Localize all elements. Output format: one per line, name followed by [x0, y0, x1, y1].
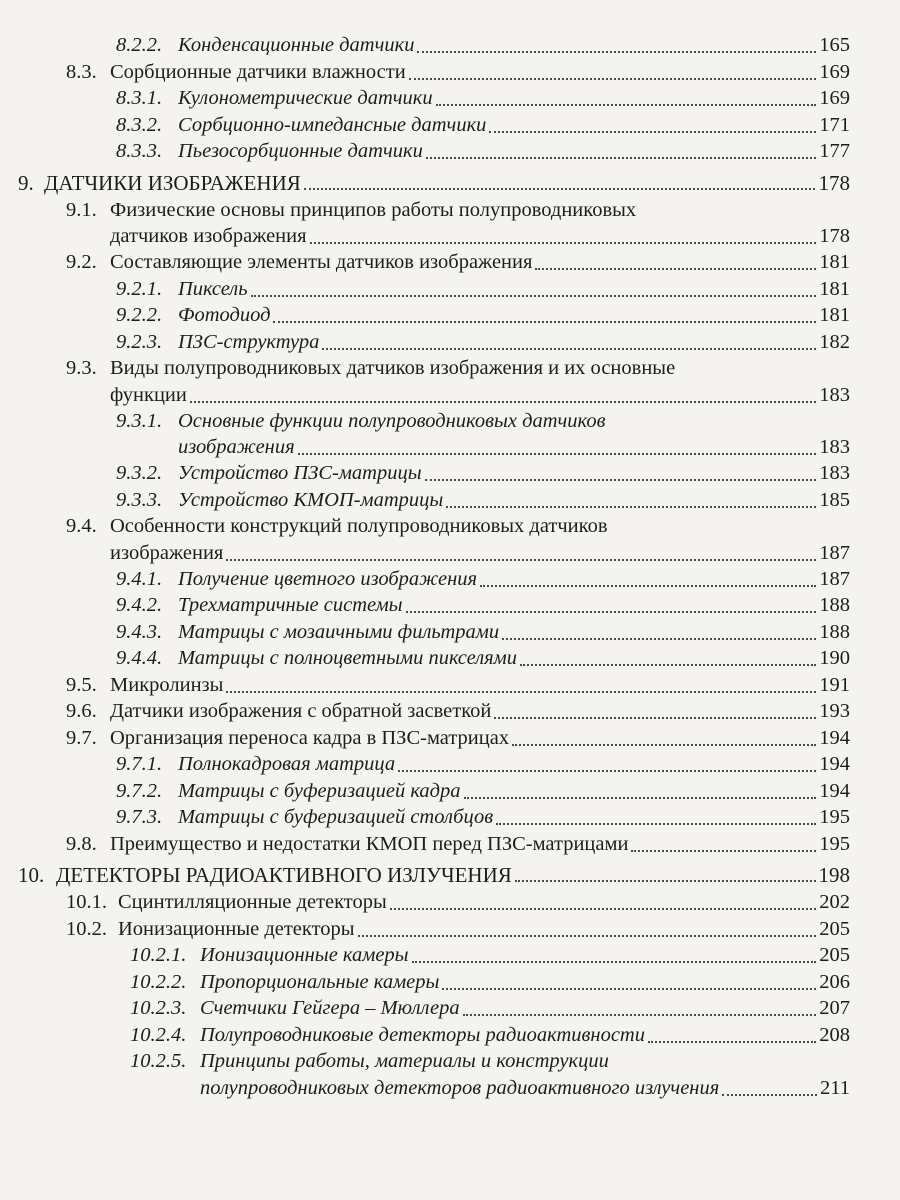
toc-subsection: [0, 329, 900, 356]
toc-dot-leader: [310, 232, 817, 244]
toc-entry-number: 8.3.3.: [116, 140, 163, 162]
toc-subsection: [0, 995, 900, 1022]
toc-entry-number: 9.2.3.: [116, 330, 163, 353]
toc-page-number: 181: [819, 277, 850, 300]
toc-entry-number: 9.2.2.: [116, 304, 163, 326]
toc-entry-title: Физические основы принципов работы полупроводниковых: [110, 198, 637, 221]
toc-dot-leader: [446, 496, 816, 508]
toc-entry-title: Получение цветного изображения: [178, 567, 478, 590]
toc-dot-leader: [251, 285, 817, 297]
toc-entry-number: 9.3.2.: [116, 462, 163, 484]
toc-page-number: 183: [819, 462, 850, 484]
toc-dot-leader: [502, 628, 816, 640]
toc-entry-number: 9.2.1.: [116, 277, 163, 300]
toc-subsection: [0, 942, 900, 969]
toc-entry-title: Принципы работы, материалы и конструкции: [200, 1050, 609, 1072]
toc-entry-continuation: [0, 223, 900, 249]
toc-entry-title: Сорбционно-импедансные датчики: [178, 113, 487, 136]
toc-entry-title: Фотодиод: [178, 304, 271, 326]
toc-entry-title: Счетчики Гейгера – Мюллера: [200, 997, 460, 1019]
toc-entry-title: Организация переноса кадра в ПЗС-матрицах: [110, 726, 510, 749]
toc-page-number: 182: [819, 330, 850, 353]
toc-dot-leader: [496, 813, 816, 825]
toc-entry-title: Преимущество и недостатки КМОП перед ПЗС-матрицами: [110, 832, 629, 855]
toc-entry-title-continued: полупроводниковых детекторов радиоактивного излучения: [200, 1076, 720, 1099]
toc-entry-number: 10.2.: [66, 917, 107, 940]
toc-entry-number: 9.4.3.: [116, 620, 163, 643]
toc-subsection: [0, 302, 900, 329]
toc-dot-leader: [494, 707, 816, 719]
toc-page-number: 202: [819, 891, 850, 913]
toc-entry-number: 9.7.3.: [116, 806, 163, 828]
toc-entry-title: Конденсационные датчики: [178, 34, 415, 56]
toc-entry-title: Устройство ПЗС-матрицы: [178, 462, 422, 484]
toc-entry-title: ПЗС-структура: [178, 330, 320, 353]
toc-entry-number: 9.4.1.: [116, 567, 163, 590]
toc-page-number: 195: [819, 806, 850, 828]
toc-entry-number: 9.4.4.: [116, 647, 163, 669]
toc-subsection: [0, 566, 900, 593]
toc-entry-number: 8.2.2.: [116, 34, 163, 56]
toc-page-number: 208: [819, 1023, 850, 1046]
toc-dot-leader: [722, 1084, 817, 1096]
toc-chapter: [0, 861, 900, 889]
toc-dot-leader: [464, 787, 817, 799]
toc-entry-title-continued: изображения: [110, 541, 224, 564]
toc-subsection: [0, 487, 900, 514]
toc-subsection: [0, 751, 900, 778]
toc-page-number: 205: [819, 944, 850, 966]
toc-subsection: [0, 112, 900, 139]
toc-entry-number: 9.8.: [66, 832, 97, 855]
toc-entry-number: 9.3.3.: [116, 488, 163, 511]
toc-entry-title: ДАТЧИКИ ИЗОБРАЖЕНИЯ: [44, 170, 301, 195]
toc-subsection: [0, 1022, 900, 1049]
toc-entry-continuation: [0, 1075, 900, 1101]
toc-dot-leader: [273, 311, 816, 323]
toc-page-number: 206: [819, 970, 850, 993]
toc-entry-title: Пропорциональные камеры: [200, 970, 440, 993]
toc-entry-number: 10.2.5.: [130, 1050, 187, 1072]
toc-entry-number: 9.7.: [66, 726, 97, 749]
toc-page-number: 195: [819, 832, 850, 855]
toc-entry-title: Матрицы с буферизацией кадра: [178, 779, 461, 802]
toc-page-number: 205: [819, 917, 850, 940]
toc-dot-leader: [442, 978, 816, 990]
toc-page-number: 194: [819, 726, 850, 749]
toc-dot-leader: [417, 41, 816, 53]
toc-page-number: 194: [819, 753, 850, 775]
toc-page-number: 187: [819, 567, 850, 590]
toc-page-number: 183: [819, 383, 850, 406]
toc-section: [0, 672, 900, 699]
toc-entry-title-continued: изображения: [178, 436, 295, 458]
toc-page-number: 171: [819, 113, 850, 136]
toc-dot-leader: [512, 734, 816, 746]
toc-entry-title: ДЕТЕКТОРЫ РАДИОАКТИВНОГО ИЗЛУЧЕНИЯ: [56, 863, 512, 887]
toc-page-number: 187: [819, 541, 850, 564]
toc-subsection: [0, 276, 900, 303]
toc-entry-title: Ионизационные камеры: [200, 944, 409, 966]
toc-entry-number: 9.7.1.: [116, 753, 163, 775]
toc-dot-leader: [463, 1004, 817, 1016]
toc-entry-title: Трехматричные системы: [178, 594, 403, 616]
table-of-contents: [0, 32, 900, 1101]
toc-dot-leader: [322, 338, 816, 350]
toc-page-number: 198: [818, 863, 850, 887]
toc-dot-leader: [425, 469, 817, 481]
toc-entry-number: 9.4.: [66, 515, 97, 537]
toc-page-number: 169: [819, 87, 850, 109]
toc-page-number: 178: [818, 170, 850, 195]
toc-section: [0, 355, 900, 382]
toc-entry-title: Основные функции полупроводниковых датчиков: [178, 409, 606, 432]
toc-dot-leader: [298, 443, 817, 455]
toc-dot-leader: [480, 575, 816, 587]
toc-entry-title-continued: функции: [110, 383, 187, 406]
toc-dot-leader: [535, 258, 816, 270]
toc-section: [0, 249, 900, 276]
toc-page-number: 181: [819, 304, 850, 326]
toc-entry-continuation: [0, 382, 900, 408]
toc-entry-number: 9.1.: [66, 198, 97, 221]
toc-entry-title-continued: датчиков изображения: [110, 225, 307, 247]
toc-dot-leader: [226, 549, 816, 561]
toc-entry-number: 10.2.2.: [130, 970, 187, 993]
toc-dot-leader: [226, 681, 816, 693]
toc-dot-leader: [304, 178, 816, 190]
toc-dot-leader: [489, 121, 816, 133]
toc-entry-number: 9.4.2.: [116, 594, 163, 616]
toc-entry-number: 9.3.: [66, 357, 97, 379]
toc-entry-title: Датчики изображения с обратной засветкой: [110, 700, 492, 722]
toc-entry-title: Кулонометрические датчики: [178, 87, 433, 109]
toc-page-number: 177: [819, 140, 850, 162]
toc-entry-title: Матрицы с мозаичными фильтрами: [178, 620, 500, 643]
toc-page-number: 165: [819, 34, 850, 56]
toc-entry-continuation: [0, 434, 900, 460]
toc-page-number: 181: [819, 251, 850, 273]
toc-page-number: 211: [820, 1076, 850, 1099]
toc-page-number: 188: [819, 620, 850, 643]
toc-dot-leader: [190, 391, 816, 403]
toc-entry-number: 8.3.1.: [116, 87, 163, 109]
toc-subsection: [0, 969, 900, 996]
toc-dot-leader: [358, 925, 817, 937]
toc-entry-title: Полнокадровая матрица: [178, 753, 396, 775]
toc-subsection: [0, 460, 900, 487]
toc-section: [0, 59, 900, 86]
toc-page-number: 190: [819, 647, 850, 669]
toc-page-number: 183: [819, 436, 850, 458]
toc-section: [0, 725, 900, 752]
toc-entry-title: Микролинзы: [110, 673, 224, 696]
toc-subsection: [0, 32, 900, 59]
toc-entry-title: Пиксель: [178, 277, 248, 300]
toc-page-number: 191: [819, 673, 850, 696]
toc-entry-title: Особенности конструкций полупроводниковых датчиков: [110, 515, 608, 537]
toc-entry-title: Составляющие элементы датчиков изображения: [110, 251, 533, 273]
toc-entry-number: 10.2.1.: [130, 944, 187, 966]
toc-page-number: 193: [819, 700, 850, 722]
toc-entry-number: 9.5.: [66, 673, 97, 696]
toc-subsection: [0, 778, 900, 805]
toc-entry-number: 9.3.1.: [116, 409, 163, 432]
toc-entry-title: Матрицы с буферизацией столбцов: [178, 806, 494, 828]
toc-section: [0, 916, 900, 943]
toc-page-number: 178: [819, 225, 850, 247]
toc-subsection: [0, 804, 900, 831]
toc-subsection: [0, 85, 900, 112]
toc-section: [0, 831, 900, 858]
toc-page-number: 169: [819, 60, 850, 83]
toc-entry-number: 9.6.: [66, 700, 97, 722]
toc-entry-number: 8.3.2.: [116, 113, 163, 136]
toc-dot-leader: [436, 94, 817, 106]
toc-entry-title: Матрицы с полноцветными пикселями: [178, 647, 517, 669]
toc-entry-number: 10.2.3.: [130, 997, 187, 1019]
toc-page-number: 207: [819, 997, 850, 1019]
toc-subsection: [0, 592, 900, 619]
toc-entry-title: Сцинтилляционные детекторы: [118, 891, 387, 913]
toc-entry-continuation: [0, 540, 900, 566]
toc-subsection: [0, 138, 900, 165]
toc-entry-title: Устройство КМОП-матрицы: [178, 488, 444, 511]
toc-section: [0, 513, 900, 540]
toc-chapter: [0, 169, 900, 197]
toc-entry-number: 10.2.4.: [130, 1023, 187, 1046]
toc-entry-title: Пьезосорбционные датчики: [178, 140, 423, 162]
toc-entry-number: 10.1.: [66, 891, 107, 913]
toc-subsection: [0, 1048, 900, 1075]
toc-section: [0, 197, 900, 224]
toc-subsection: [0, 408, 900, 435]
toc-section: [0, 889, 900, 916]
toc-entry-number: 10.: [18, 863, 45, 887]
toc-entry-number: 9.7.2.: [116, 779, 163, 802]
toc-page-number: 188: [819, 594, 850, 616]
toc-subsection: [0, 645, 900, 672]
toc-entry-number: 9.: [18, 170, 34, 195]
toc-dot-leader: [426, 147, 816, 159]
toc-entry-number: 9.2.: [66, 251, 97, 273]
toc-dot-leader: [648, 1031, 816, 1043]
toc-dot-leader: [406, 601, 817, 613]
toc-dot-leader: [390, 898, 816, 910]
toc-dot-leader: [631, 840, 816, 852]
toc-dot-leader: [409, 68, 817, 80]
toc-page-number: 194: [819, 779, 850, 802]
toc-dot-leader: [398, 760, 816, 772]
toc-page-number: 185: [819, 488, 850, 511]
toc-section: [0, 698, 900, 725]
toc-entry-title: Ионизационные детекторы: [118, 917, 355, 940]
toc-entry-title: Полупроводниковые детекторы радиоактивности: [200, 1023, 645, 1046]
toc-dot-leader: [412, 951, 817, 963]
toc-dot-leader: [515, 870, 816, 882]
toc-subsection: [0, 619, 900, 646]
toc-entry-title: Виды полупроводниковых датчиков изображения и их основные: [110, 357, 676, 379]
toc-dot-leader: [520, 654, 816, 666]
toc-entry-title: Сорбционные датчики влажности: [110, 60, 406, 83]
toc-entry-number: 8.3.: [66, 60, 97, 83]
